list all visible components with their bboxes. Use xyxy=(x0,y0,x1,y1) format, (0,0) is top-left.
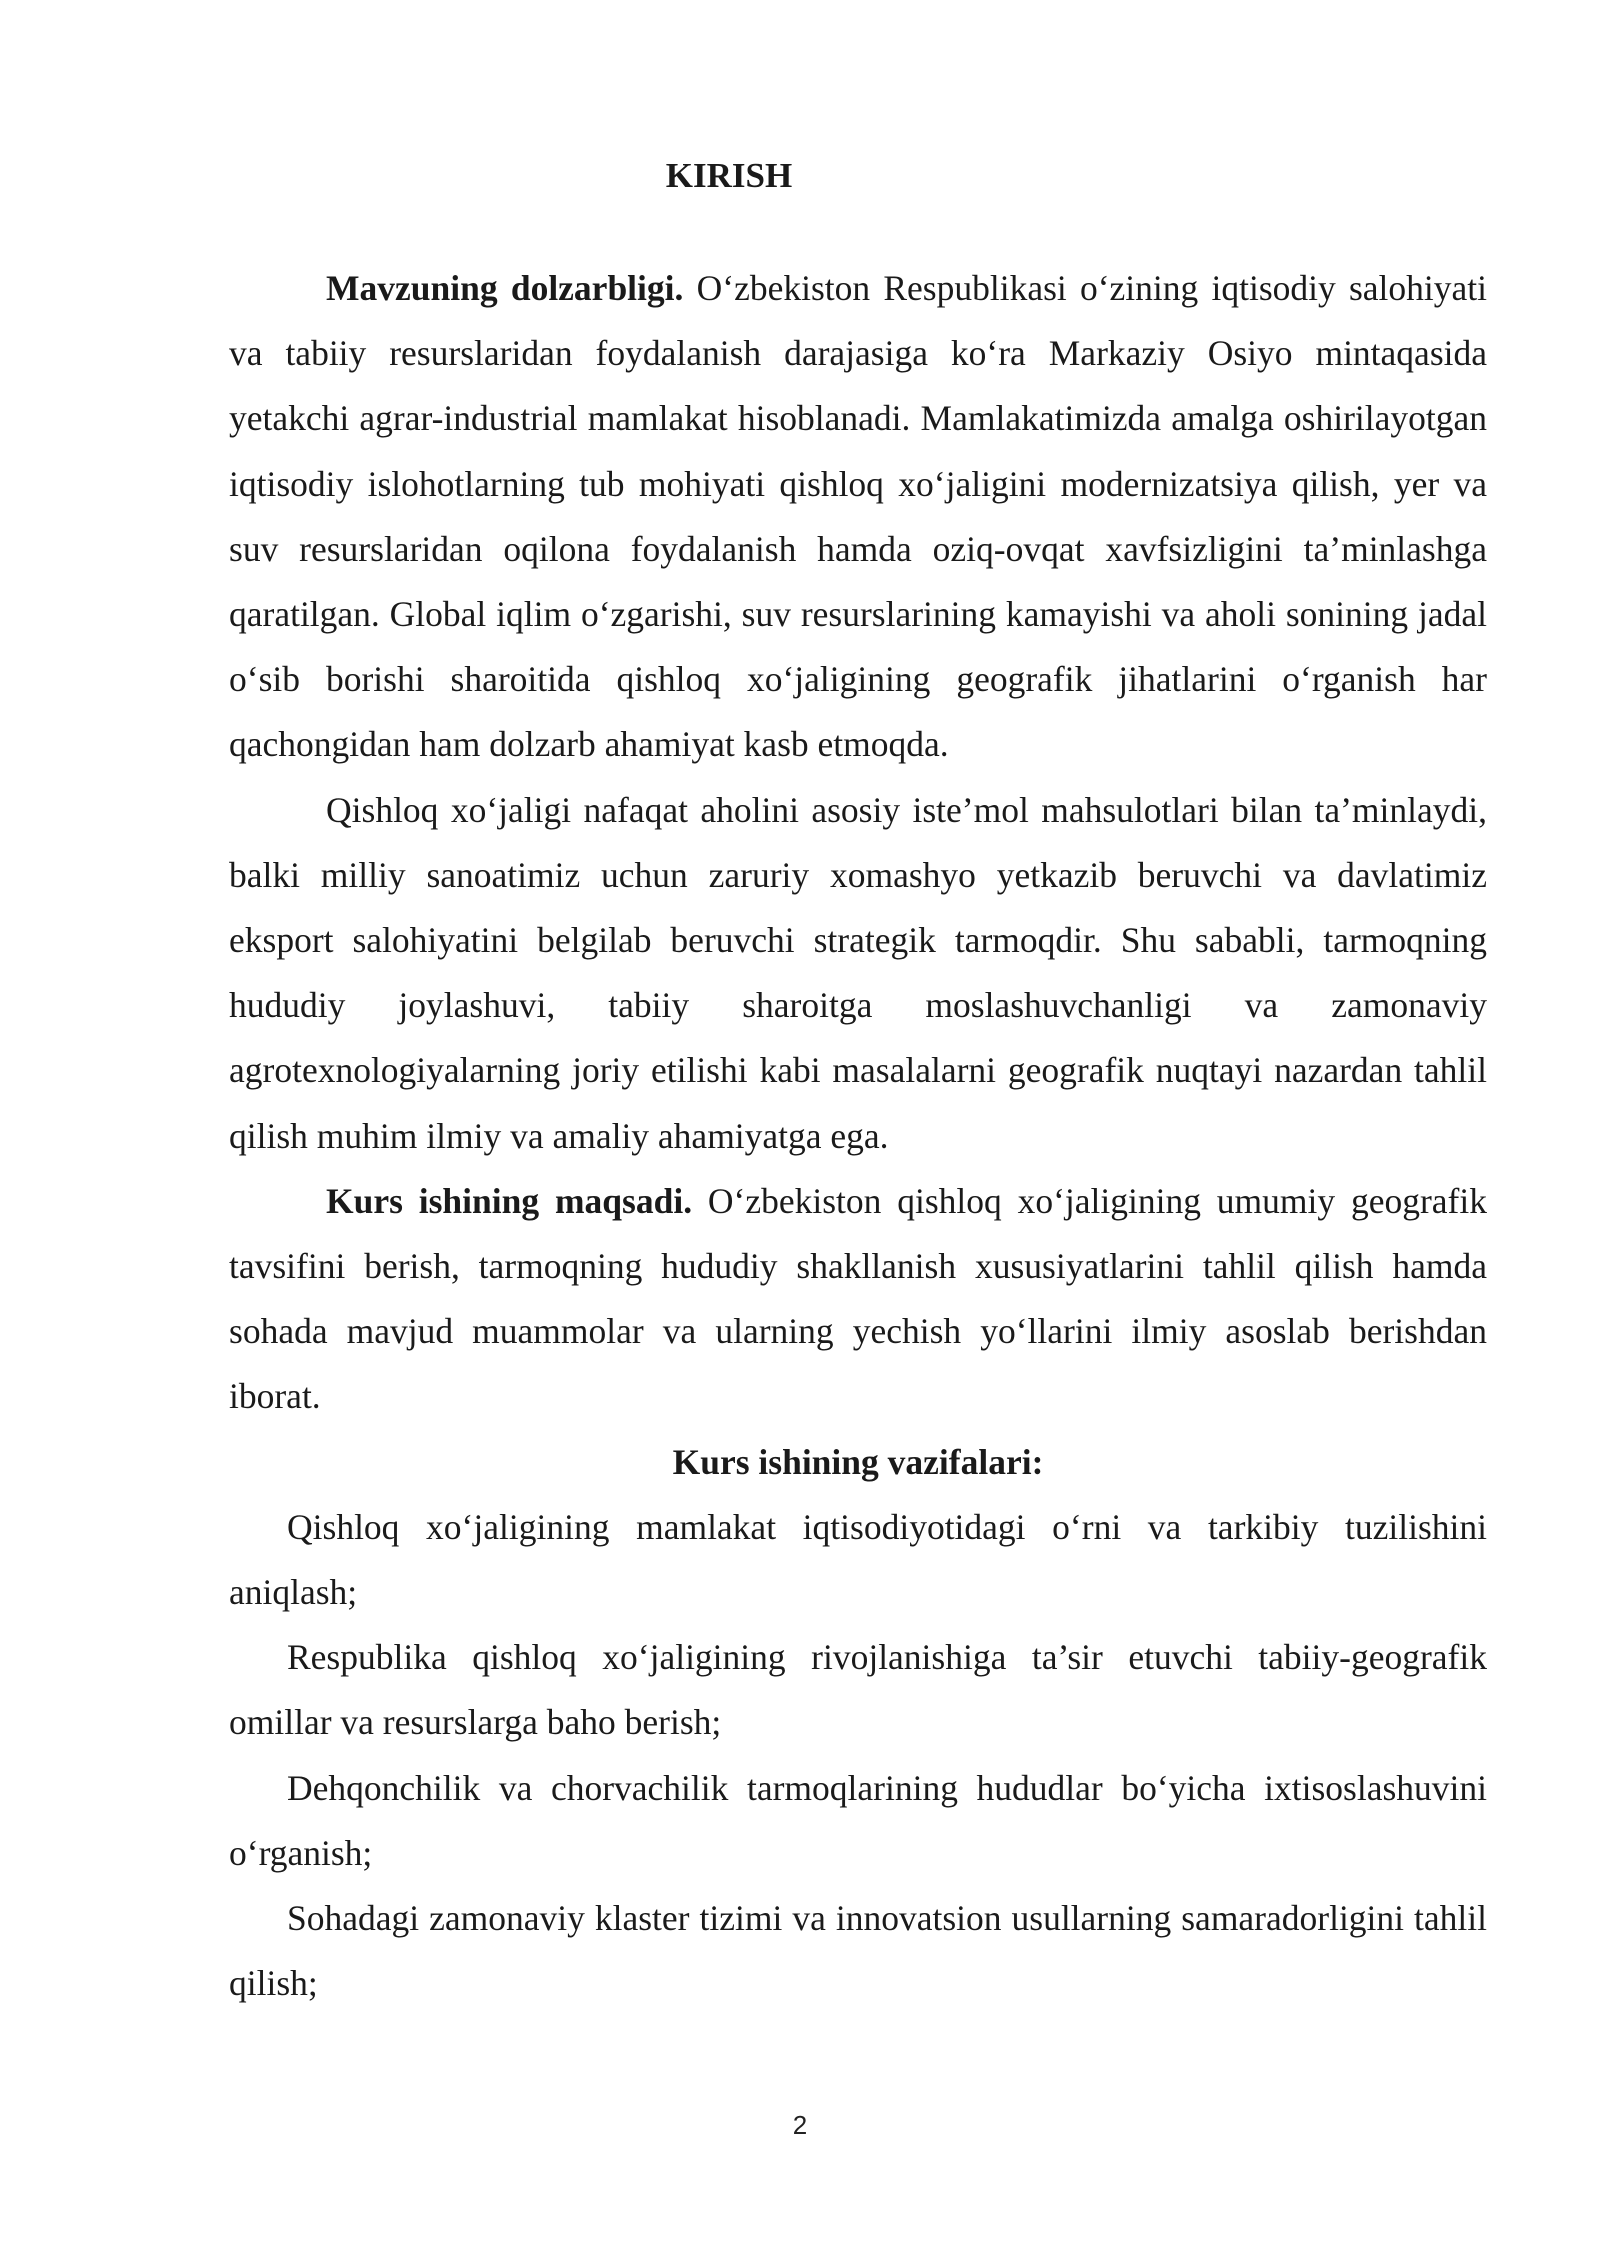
paragraph-lead: Kurs ishining maqsadi. xyxy=(326,1180,693,1221)
task-item: Sohadagi zamonaviy klaster tizimi va innovatsion usullarning samaradorligini tahlil qilish; xyxy=(229,1898,1487,2004)
task-item: Dehqonchilik va chorvachilik tarmoqlarining hududlar bo‘yicha ixtisoslashuvini o‘rganish; xyxy=(229,1767,1487,1873)
paragraph-lead: Mavzuning dolzarbligi. xyxy=(326,268,684,308)
document-body xyxy=(229,256,1487,2016)
paragraph-text: O‘zbekiston Respublikasi o‘zining iqtisodiy salohiyati va tabiiy resurslaridan foydalanish darajasiga ko‘ra Markaziy Osiyo mintaqasida yetakchi agrar-industrial mamlakat hisoblanadi. Mamlakatimizda amalga oshirilayotgan iqtisodiy islohotlarning tub mohiyati qishloq xo‘jaligini modernizatsiya qilish, yer va suv resurslaridan oqilona foydalanish hamda oziq-ovqat xavfsizligini ta’minlashga qaratilgan. Global iqlim o‘zgarishi, suv resurslarining kamayishi va aholi sonining jadal o‘sib borishi sharoitida qishloq xo‘jaligining geografik jihatlarini o‘rganish har qachongidan ham dolzarb ahamiyat kasb etmoqda. xyxy=(229,268,1488,765)
page-title: KIRISH xyxy=(665,156,793,195)
paragraph-text: Qishloq xo‘jaligi nafaqat aholini asosiy iste’mol mahsulotlari bilan ta’minlaydi, balki milliy sanoatimiz uchun zaruriy xomashyo yetkazib beruvchi va davlatimiz eksport salohiyatini belgilab beruvchi strategik tarmoqdir. Shu sababli, tarmoqning hududiy joylashuvi, tabiiy sharoitga moslashuvchanligi va zamonaviy agrotexnologiyalarning joriy etilishi kabi masalalarni geografik nuqtayi nazardan tahlil qilish muhim ilmiy va amaliy ahamiyatga ega. xyxy=(229,789,1487,1156)
paragraph-text: O‘zbekiston qishloq xo‘jaligining umumiy geografik tavsifini berish, tarmoqning hududiy shakllanish xususiyatlarini tahlil qilish hamda sohada mavjud muammolar va ularning yechish yo‘llarini ilmiy asoslab berishdan iborat. xyxy=(229,1180,1487,1417)
page-number: 2 xyxy=(792,2110,808,2140)
paragraph-agriculture-role xyxy=(229,778,1487,1169)
tasks-heading: Kurs ishining vazifalari: xyxy=(672,1441,1044,1482)
paragraph-goal xyxy=(229,1169,1487,1430)
paragraph-relevance xyxy=(229,256,1487,778)
task-item: Qishloq xo‘jaligining mamlakat iqtisodiyotidagi o‘rni va tarkibiy tuzilishini aniqlash; xyxy=(229,1506,1487,1613)
task-item: Respublika qishloq xo‘jaligining rivojlanishiga ta’sir etuvchi tabiiy-geografik omillar va resurslarga baho berish; xyxy=(229,1637,1487,1743)
